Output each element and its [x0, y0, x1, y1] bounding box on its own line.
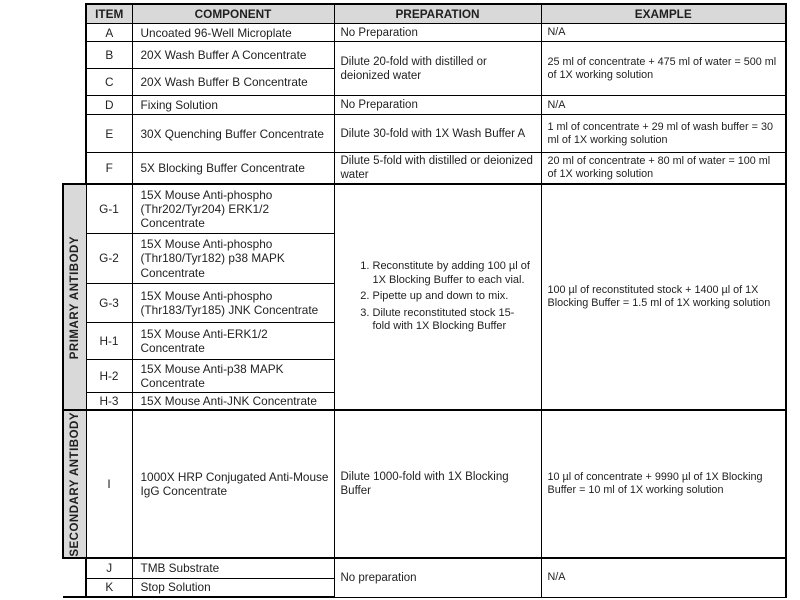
component-cell-g2: 15X Mouse Anti-phospho (Thr180/Tyr182) p38 MAPK Concentrate — [132, 233, 334, 283]
preparation-step: 1. Reconstitute by adding 100 µl of 1X Blocking Buffer to each vial. — [373, 260, 537, 287]
item-cell-c: C — [86, 69, 132, 96]
component-cell-h3: 15X Mouse Anti-JNK Concentrate — [132, 392, 334, 410]
component-cell-g1: 15X Mouse Anti-phospho (Thr202/Tyr204) ERK1/2 Concentrate — [132, 184, 334, 233]
component-cell-b: 20X Wash Buffer A Concentrate — [132, 42, 334, 69]
preparation-cell-a: No Preparation — [334, 24, 541, 42]
item-cell-e: E — [86, 115, 132, 153]
table-row-g1 — [63, 184, 786, 233]
item-cell-h1: H-1 — [86, 322, 132, 359]
item-cell-h2: H-2 — [86, 359, 132, 392]
group-cell-secondary-antibody — [63, 410, 86, 558]
component-cell-c: 20X Wash Buffer B Concentrate — [132, 69, 334, 96]
column-header-component: COMPONENT — [132, 4, 334, 24]
example-cell-e: 1 ml of concentrate + 29 ml of wash buffer = 30 ml of 1X working solution — [541, 115, 786, 153]
primary-antibody-label: PRIMARY ANTIBODY — [68, 235, 81, 359]
table-row-e — [63, 115, 786, 153]
preparation-cell-primary — [334, 184, 541, 410]
preparation-cell-d: No Preparation — [334, 96, 541, 115]
item-cell-f: F — [86, 153, 132, 185]
example-cell-i: 10 µl of concentrate + 9990 µl of 1X Blocking Buffer = 10 ml of 1X working solution — [541, 410, 786, 558]
header-gutter — [63, 4, 86, 24]
component-cell-j: TMB Substrate — [132, 558, 334, 578]
component-cell-i: 1000X HRP Conjugated Anti-Mouse IgG Concentrate — [132, 410, 334, 558]
preparation-step: 3. Dilute reconstituted stock 15-fold with 1X Blocking Buffer — [373, 307, 537, 334]
preparation-steps-list — [341, 260, 537, 333]
preparation-cell-f: Dilute 5-fold with distilled or deionized water — [334, 153, 541, 185]
example-cell-f: 20 ml of concentrate + 80 ml of water = 100 ml of 1X working solution — [541, 153, 786, 185]
table-row-b — [63, 42, 786, 69]
item-cell-b: B — [86, 42, 132, 69]
example-cell-a: N/A — [541, 24, 786, 42]
table-row-i — [63, 410, 786, 558]
item-cell-j: J — [86, 558, 132, 578]
group-cell-primary-antibody — [63, 184, 86, 410]
example-cell-bc: 25 ml of concentrate + 475 ml of water = 500 ml of 1X working solution — [541, 42, 786, 96]
component-cell-e: 30X Quenching Buffer Concentrate — [132, 115, 334, 153]
item-cell-d: D — [86, 96, 132, 115]
preparation-step: 2. Pipette up and down to mix. — [373, 290, 537, 303]
table-row-f — [63, 153, 786, 185]
header-row — [63, 4, 786, 24]
preparation-cell-e: Dilute 30-fold with 1X Wash Buffer A — [334, 115, 541, 153]
item-cell-a: A — [86, 24, 132, 42]
item-cell-g2: G-2 — [86, 233, 132, 283]
preparation-cell-bc: Dilute 20-fold with distilled or deionized water — [334, 42, 541, 96]
example-cell-jk: N/A — [541, 558, 786, 597]
component-cell-d: Fixing Solution — [132, 96, 334, 115]
component-cell-h2: 15X Mouse Anti-p38 MAPK Concentrate — [132, 359, 334, 392]
table-row-a — [63, 24, 786, 42]
table-row-j — [63, 558, 786, 578]
item-cell-h3: H-3 — [86, 392, 132, 410]
secondary-antibody-label: SECONDARY ANTIBODY — [68, 411, 81, 557]
example-cell-primary: 100 µl of reconstituted stock + 1400 µl of 1X Blocking Buffer = 1.5 ml of 1X working solution — [541, 184, 786, 410]
table-row-d — [63, 96, 786, 115]
preparation-cell-jk: No preparation — [334, 558, 541, 597]
kit-components-table — [62, 3, 787, 598]
component-cell-k: Stop Solution — [132, 578, 334, 597]
item-cell-g1: G-1 — [86, 184, 132, 233]
item-cell-k: K — [86, 578, 132, 597]
column-header-item: ITEM — [86, 4, 132, 24]
component-cell-a: Uncoated 96-Well Microplate — [132, 24, 334, 42]
component-cell-h1: 15X Mouse Anti-ERK1/2 Concentrate — [132, 322, 334, 359]
preparation-cell-i: Dilute 1000-fold with 1X Blocking Buffer — [334, 410, 541, 558]
component-cell-g3: 15X Mouse Anti-phospho (Thr183/Tyr185) JNK Concentrate — [132, 283, 334, 322]
item-cell-i: I — [86, 410, 132, 558]
item-cell-g3: G-3 — [86, 283, 132, 322]
component-cell-f: 5X Blocking Buffer Concentrate — [132, 153, 334, 185]
column-header-example: EXAMPLE — [541, 4, 786, 24]
example-cell-d: N/A — [541, 96, 786, 115]
column-header-preparation: PREPARATION — [334, 4, 541, 24]
